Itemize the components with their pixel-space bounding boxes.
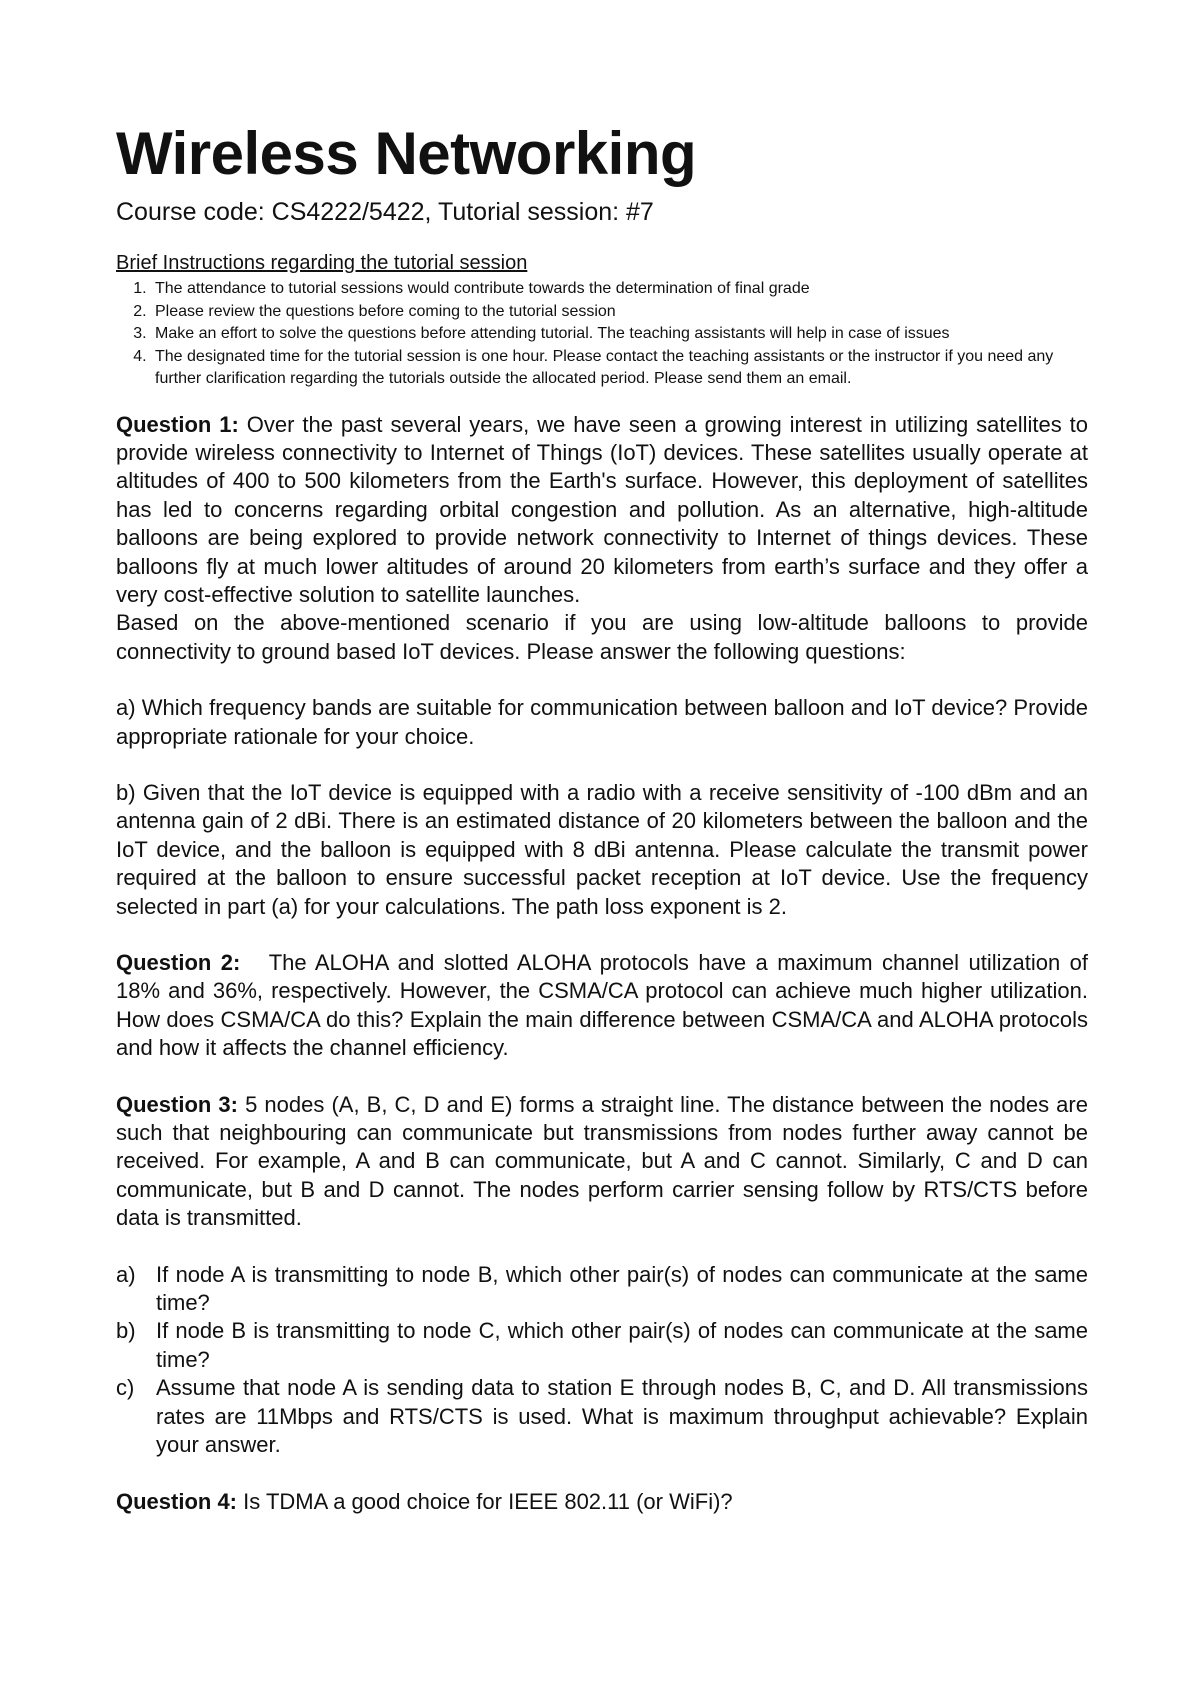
question-1-part-a: a) Which frequency bands are suitable for communication between balloon and IoT device? Provide appropriate rationale for your choice.	[116, 695, 1088, 749]
instruction-item: 3. Make an effort to solve the questions before attending tutorial. The teaching assistants will help in case of issues	[151, 323, 1088, 346]
instruction-item: 1. The attendance to tutorial sessions would contribute towards the determination of final grade	[151, 278, 1088, 301]
question-2	[116, 949, 1088, 1063]
part-marker: c)	[116, 1375, 135, 1401]
question-4-label: Question 4:	[116, 1488, 238, 1514]
instructions-list	[116, 278, 1088, 391]
question-3	[116, 1091, 1088, 1233]
question-4-text: Is TDMA a good choice for IEEE 802.11 (or WiFi)?	[243, 1488, 733, 1514]
question-2-label: Question 2:	[116, 950, 241, 975]
instruction-item: 2. Please review the questions before coming to the tutorial session	[151, 301, 1088, 324]
instructions-heading: Brief Instructions regarding the tutorial session	[116, 252, 528, 274]
question-3-part-b	[116, 1317, 1088, 1374]
instruction-item: 4. The designated time for the tutorial session is one hour. Please contact the teaching assistants or the instructor if you need any further clarification regarding the tutorials outside the allocated period. Please send them an email.	[151, 346, 1088, 391]
question-1	[116, 411, 1088, 610]
question-3-part-c	[116, 1374, 1088, 1459]
question-1-label: Question 1:	[116, 411, 239, 437]
question-4	[116, 1488, 1088, 1516]
part-text: Assume that node A is sending data to station E through nodes B, C, and D. All transmissions rates are 11Mbps and RTS/CTS is used. What is maximum throughput achievable? Explain your answer.	[156, 1375, 1088, 1458]
question-1-text: Over the past several years, we have seen a growing interest in utilizing satellites to provide wireless connectivity to Internet of Things (IoT) devices. These satellites usually operate at altitudes of 400 to 500 kilometers from the Earth's surface. However, this deployment of satellites has led to concerns regarding orbital congestion and pollution. As an alternative, high-altitude balloons are being explored to provide network connectivity to Internet of things devices. These balloons fly at much lower altitudes of around 20 kilometers from earth’s surface and they offer a very cost-effective solution to satellite launches.	[116, 411, 1088, 607]
part-text: If node B is transmitting to node C, which other pair(s) of nodes can communicate at the same time?	[156, 1318, 1088, 1372]
document-title: Wireless Networking	[116, 120, 697, 187]
course-subtitle: Course code: CS4222/5422, Tutorial session: #7	[116, 198, 654, 226]
part-marker: b)	[116, 1318, 136, 1344]
question-1-part-b: b) Given that the IoT device is equipped with a radio with a receive sensitivity of -100 dBm and an antenna gain of 2 dBi. There is an estimated distance of 20 kilometers between the balloon and the IoT device, and the balloon is equipped with 8 dBi antenna. Please calculate the transmit power required at the balloon to ensure successful packet reception at IoT device. Use the frequency selected in part (a) for your calculations. The path loss exponent is 2.	[116, 779, 1088, 919]
part-marker: a)	[116, 1261, 136, 1287]
question-3-text: 5 nodes (A, B, C, D and E) forms a straight line. The distance between the nodes are such that neighbouring can communicate but transmissions from nodes further away cannot be received. For example, A and B can communicate, but A and C cannot. Similarly, C and D can communicate, but B and D cannot. The nodes perform carrier sensing follow by RTS/CTS before data is transmitted.	[116, 1091, 1088, 1231]
question-1-scenario: Based on the above-mentioned scenario if you are using low-altitude balloons to provide connectivity to ground based IoT devices. Please answer the following questions:	[116, 610, 1088, 664]
question-3-part-a	[116, 1261, 1088, 1318]
question-3-label: Question 3:	[116, 1091, 238, 1117]
part-text: If node A is transmitting to node B, which other pair(s) of nodes can communicate at the same time?	[156, 1261, 1088, 1316]
question-3-parts	[116, 1261, 1088, 1460]
question-2-text: The ALOHA and slotted ALOHA protocols have a maximum channel utilization of 18% and 36%, respectively. However, the CSMA/CA protocol can achieve much higher utilization. How does CSMA/CA do this? Explain the main difference between CSMA/CA and ALOHA protocols and how it affects the channel efficiency.	[116, 950, 1088, 1061]
